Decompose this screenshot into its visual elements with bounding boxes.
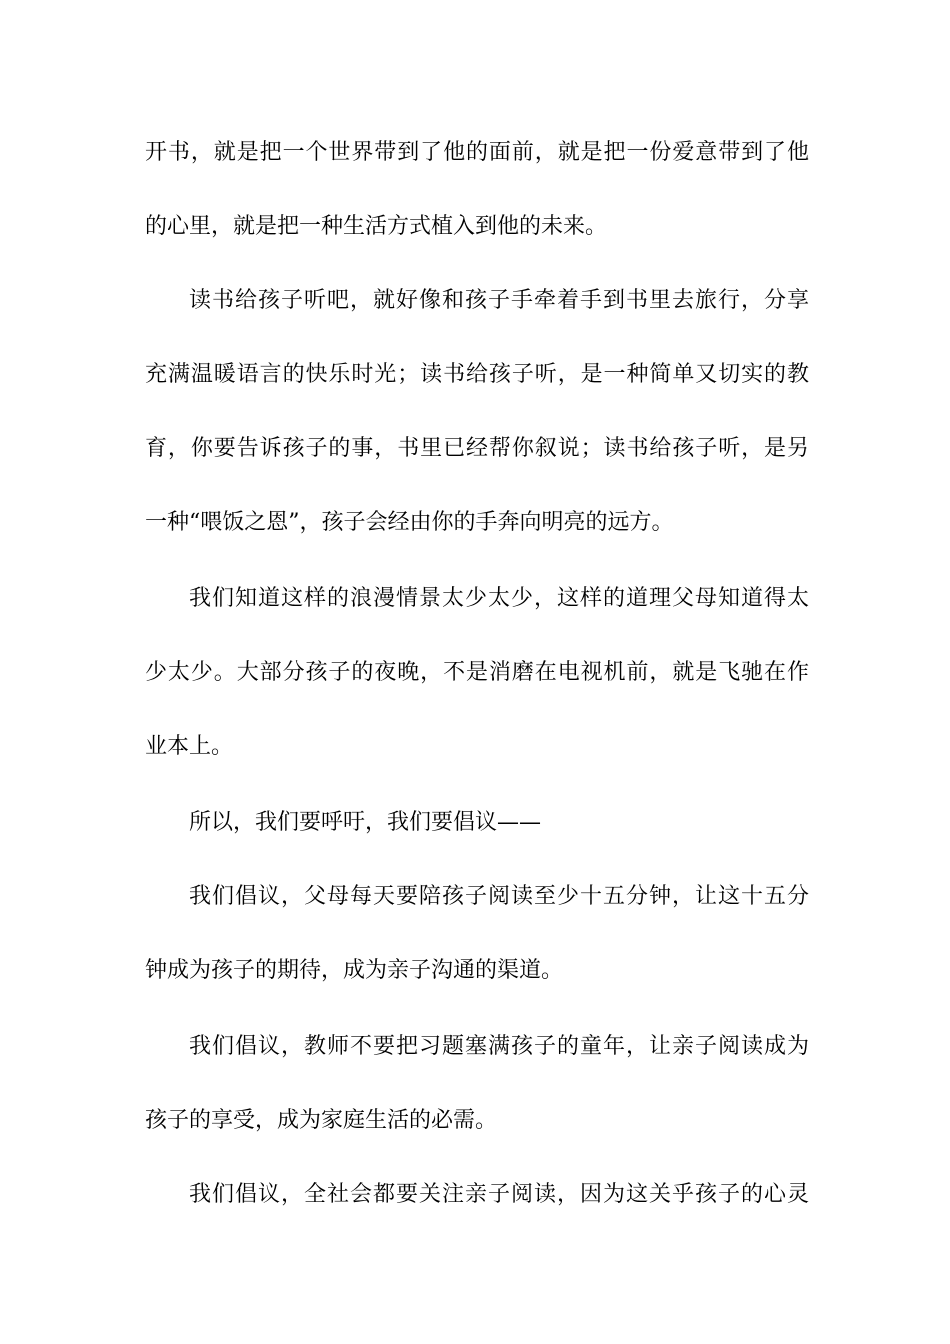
text-line: 少太少。大部分孩子的夜晚，不是消磨在电视机前，就是飞驰在作 [145,660,809,685]
text-line: 业本上。 [145,734,234,759]
paragraph-first-line: 所以，我们要呼吁，我们要倡议—— [189,810,542,835]
text-line: 一种“喂饭之恩”，孩子会经由你的手奔向明亮的远方。 [145,510,674,535]
paragraph-first-line: 我们倡议，父母每天要陪孩子阅读至少十五分钟，让这十五分 [189,884,809,909]
paragraph-first-line: 我们知道这样的浪漫情景太少太少，这样的道理父母知道得太 [189,586,809,611]
text-line: 开书，就是把一个世界带到了他的面前，就是把一份爱意带到了他 [145,140,809,165]
paragraph-first-line: 我们倡议，教师不要把习题塞满孩子的童年，让亲子阅读成为 [189,1034,809,1059]
text-line: 的心里，就是把一种生活方式植入到他的未来。 [145,214,608,239]
text-line: 孩子的享受，成为家庭生活的必需。 [145,1108,498,1133]
text-line: 钟成为孩子的期待，成为亲子沟通的渠道。 [145,958,564,983]
text-line: 充满温暖语言的快乐时光；读书给孩子听，是一种简单又切实的教 [145,362,809,387]
text-line: 育，你要告诉孩子的事，书里已经帮你叙说；读书给孩子听，是另 [145,436,809,461]
paragraph-first-line: 读书给孩子听吧，就好像和孩子手牵着手到书里去旅行，分享 [189,288,809,313]
paragraph-first-line: 我们倡议，全社会都要关注亲子阅读，因为这关乎孩子的心灵 [189,1182,809,1207]
